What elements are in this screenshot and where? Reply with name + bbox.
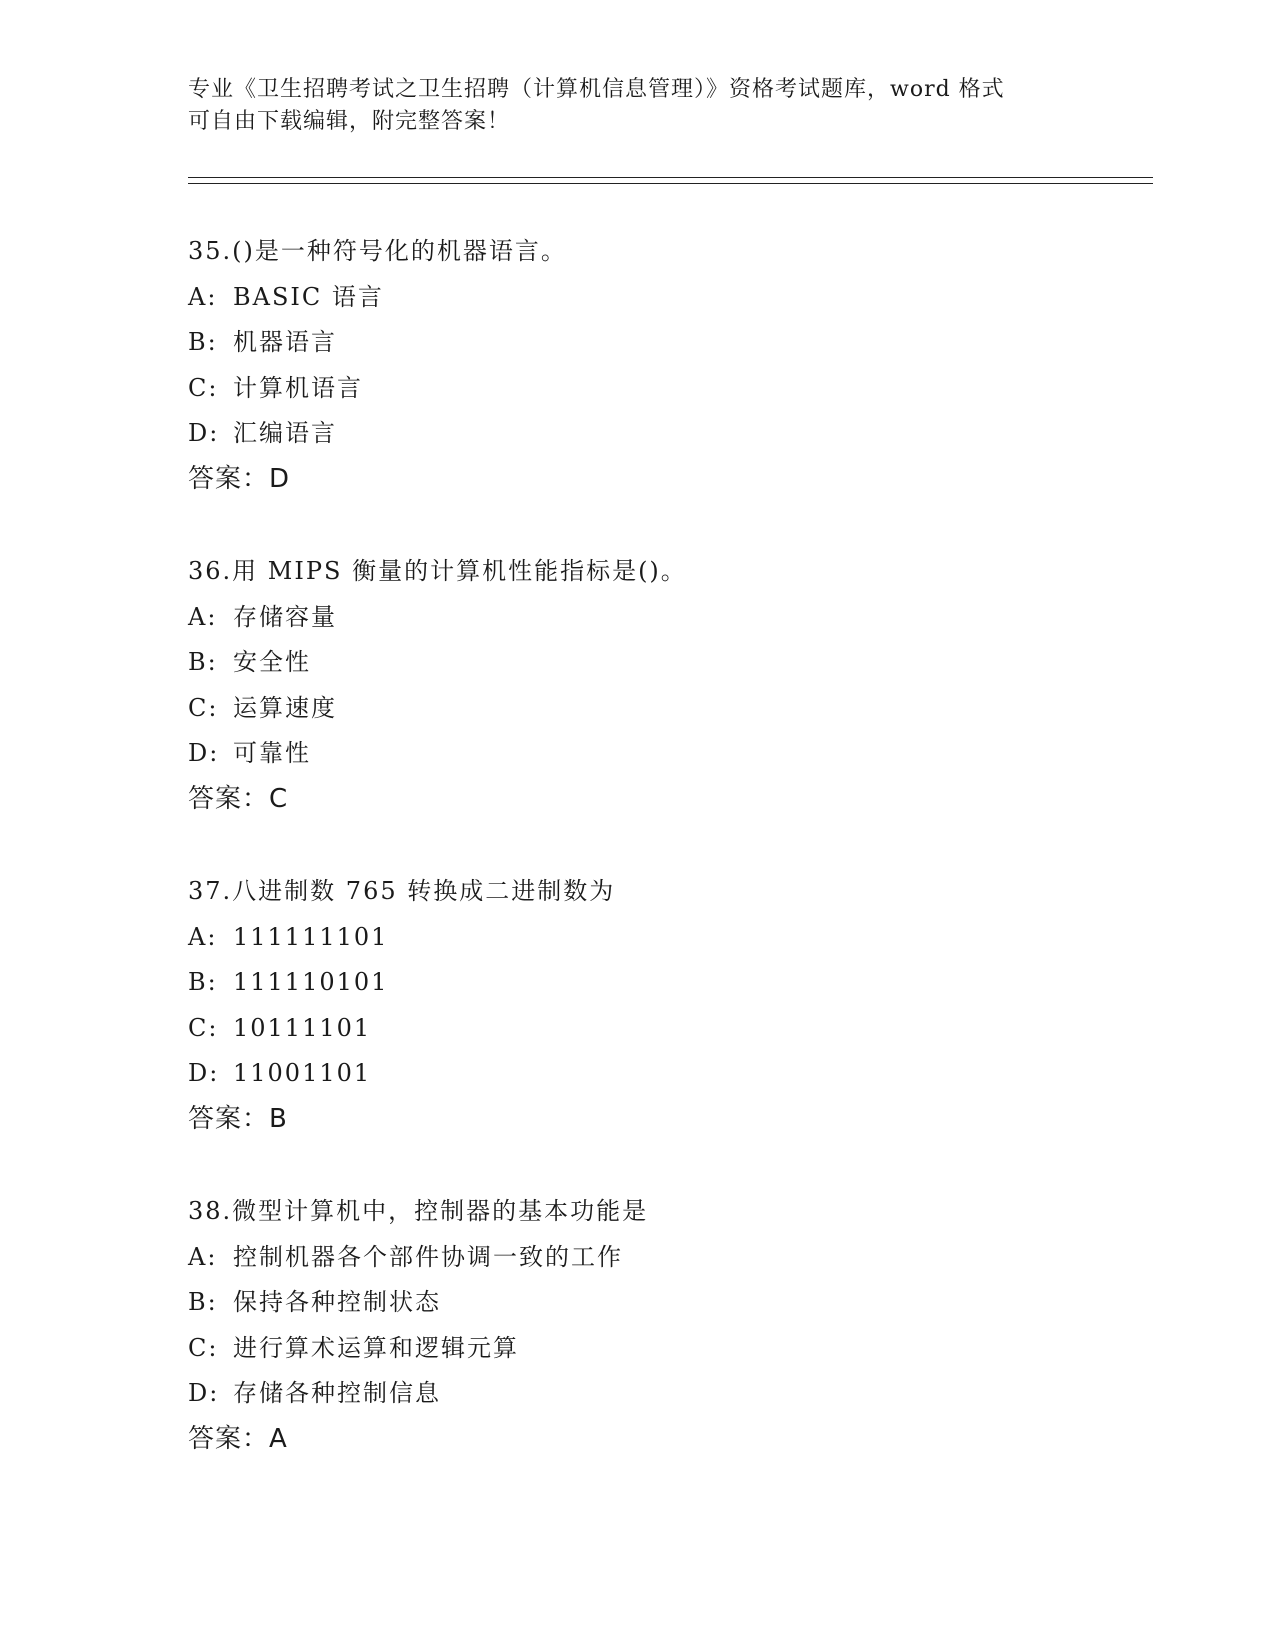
option-letter: B: — [188, 968, 218, 996]
option-letter: C: — [188, 1333, 219, 1362]
option-text: 进行算术运算和逻辑元算 — [233, 1333, 519, 1362]
option-a — [188, 1242, 1188, 1288]
answer-label: 答案：D — [188, 463, 291, 494]
option-a — [188, 922, 1188, 968]
option-text: 可靠性 — [233, 739, 311, 767]
answer-label: 答案：B — [188, 1103, 288, 1134]
option-text: 控制机器各个部件协调一致的工作 — [233, 1242, 623, 1271]
option-text: 机器语言 — [233, 328, 337, 356]
option-d — [188, 1378, 1188, 1424]
option-letter: A: — [188, 602, 218, 631]
option-c — [188, 1333, 1188, 1379]
option-a — [188, 602, 1188, 648]
option-letter: B: — [188, 648, 218, 676]
option-c — [188, 693, 1188, 739]
option-letter: A: — [188, 282, 218, 311]
option-c — [188, 373, 1188, 419]
option-letter: D: — [188, 1379, 220, 1407]
question-text: 37.八进制数 765 转换成二进制数为 — [188, 877, 616, 905]
option-letter: C: — [188, 693, 219, 722]
document-header — [188, 74, 1088, 138]
option-letter: D: — [188, 739, 220, 767]
option-text: 运算速度 — [233, 693, 337, 722]
question-36 — [188, 556, 1188, 876]
option-b — [188, 1287, 1188, 1333]
option-c — [188, 1013, 1188, 1059]
option-b — [188, 967, 1188, 1013]
option-b — [188, 327, 1188, 373]
option-text: 111110101 — [233, 968, 389, 996]
option-letter: C: — [188, 373, 219, 402]
option-text: 安全性 — [233, 648, 311, 676]
option-text: 111111101 — [233, 922, 389, 951]
question-38 — [188, 1196, 1188, 1516]
option-letter: A: — [188, 1242, 218, 1271]
option-d — [188, 1058, 1188, 1104]
option-text: 11001101 — [233, 1059, 372, 1087]
option-text: 计算机语言 — [233, 373, 363, 402]
question-list — [188, 236, 1188, 1516]
option-b — [188, 647, 1188, 693]
option-letter: D: — [188, 1059, 220, 1087]
question-text: 38.微型计算机中，控制器的基本功能是 — [188, 1197, 649, 1225]
option-text: 10111101 — [233, 1013, 372, 1042]
question-text: 35.()是一种符号化的机器语言。 — [188, 237, 567, 265]
option-text: BASIC 语言 — [233, 282, 384, 311]
option-text: 汇编语言 — [233, 419, 337, 447]
answer-label: 答案：C — [188, 783, 289, 814]
option-letter: B: — [188, 328, 218, 356]
question-37 — [188, 876, 1188, 1196]
question-35 — [188, 236, 1188, 556]
option-d — [188, 738, 1188, 784]
header-line-1: 专业《卫生招聘考试之卫生招聘（计算机信息管理）》资格考试题库，word 格式 — [188, 77, 1005, 102]
option-letter: C: — [188, 1013, 219, 1042]
option-letter: B: — [188, 1288, 218, 1316]
header-divider-bottom — [188, 183, 1153, 184]
option-text: 存储各种控制信息 — [233, 1379, 441, 1407]
answer-label: 答案：A — [188, 1423, 288, 1454]
option-text: 保持各种控制状态 — [233, 1288, 441, 1316]
option-text: 存储容量 — [233, 602, 337, 631]
header-divider-top — [188, 177, 1153, 178]
option-a — [188, 282, 1188, 328]
question-text: 36.用 MIPS 衡量的计算机性能指标是()。 — [188, 557, 687, 585]
option-d — [188, 418, 1188, 464]
option-letter: D: — [188, 419, 220, 447]
header-line-2: 可自由下载编辑，附完整答案！ — [188, 109, 511, 134]
option-letter: A: — [188, 922, 218, 951]
